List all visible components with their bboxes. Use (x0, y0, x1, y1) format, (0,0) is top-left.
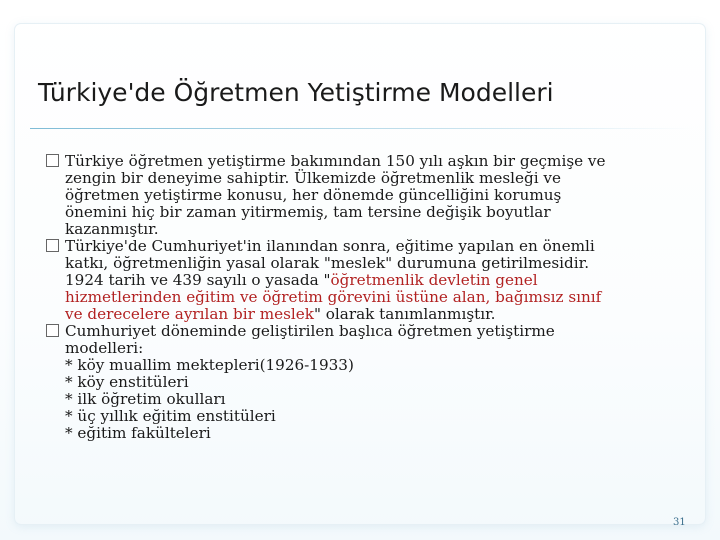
text-segment: " olarak tanımlanmıştır. (313, 305, 496, 323)
paragraph-history (46, 153, 686, 238)
list-item: * üç yıllık eğitim enstitüleri (65, 407, 276, 425)
bullet-box-icon (46, 239, 59, 252)
text-line: önemini hiç bir zaman yitirmemiş, tam tersine değişik boyutlar (65, 203, 551, 221)
title-divider (30, 128, 692, 129)
paragraph-models (46, 323, 686, 442)
page-number: 31 (673, 517, 686, 528)
text-line: kazanmıştır. (65, 220, 159, 238)
text-line: modelleri: (65, 339, 144, 357)
list-item: * eğitim fakülteleri (65, 424, 211, 442)
text-line (65, 272, 686, 289)
list-item: * ilk öğretim okulları (65, 390, 226, 408)
text-line: öğretmen yetiştirme konusu, her dönemde güncelliğini korumuş (65, 186, 562, 204)
list-item: * köy muallim mektepleri(1926-1933) (65, 356, 354, 374)
slide-body (46, 153, 686, 442)
text-line: zengin bir deneyime sahiptir. Ülkemizde öğretmenlik mesleği ve (65, 169, 561, 187)
text-line: Türkiye öğretmen yetiştirme bakımından 150 yılı aşkın bir geçmişe ve (65, 152, 606, 170)
bullet-box-icon (46, 154, 59, 167)
text-line: katkı, öğretmenliğin yasal olarak "meslek" durumuna getirilmesidir. (65, 254, 590, 272)
slide-title: Türkiye'de Öğretmen Yetiştirme Modelleri (38, 78, 554, 107)
text-segment: 1924 tarih ve 439 sayılı o yasada " (65, 271, 331, 289)
highlighted-definition: ve derecelere ayrılan bir meslek (65, 305, 314, 323)
text-line: Cumhuriyet döneminde geliştirilen başlıca öğretmen yetiştirme (65, 322, 555, 340)
highlighted-definition: hizmetlerinden eğitim ve öğretim görevini üstüne alan, bağımsız sınıf (65, 288, 602, 306)
paragraph-republic-law (46, 238, 686, 323)
list-item: * köy enstitüleri (65, 373, 189, 391)
text-line (65, 306, 686, 323)
highlighted-definition: öğretmenlik devletin genel (330, 271, 538, 289)
text-line: Türkiye'de Cumhuriyet'in ilanından sonra, eğitime yapılan en önemli (65, 237, 595, 255)
bullet-box-icon (46, 324, 59, 337)
